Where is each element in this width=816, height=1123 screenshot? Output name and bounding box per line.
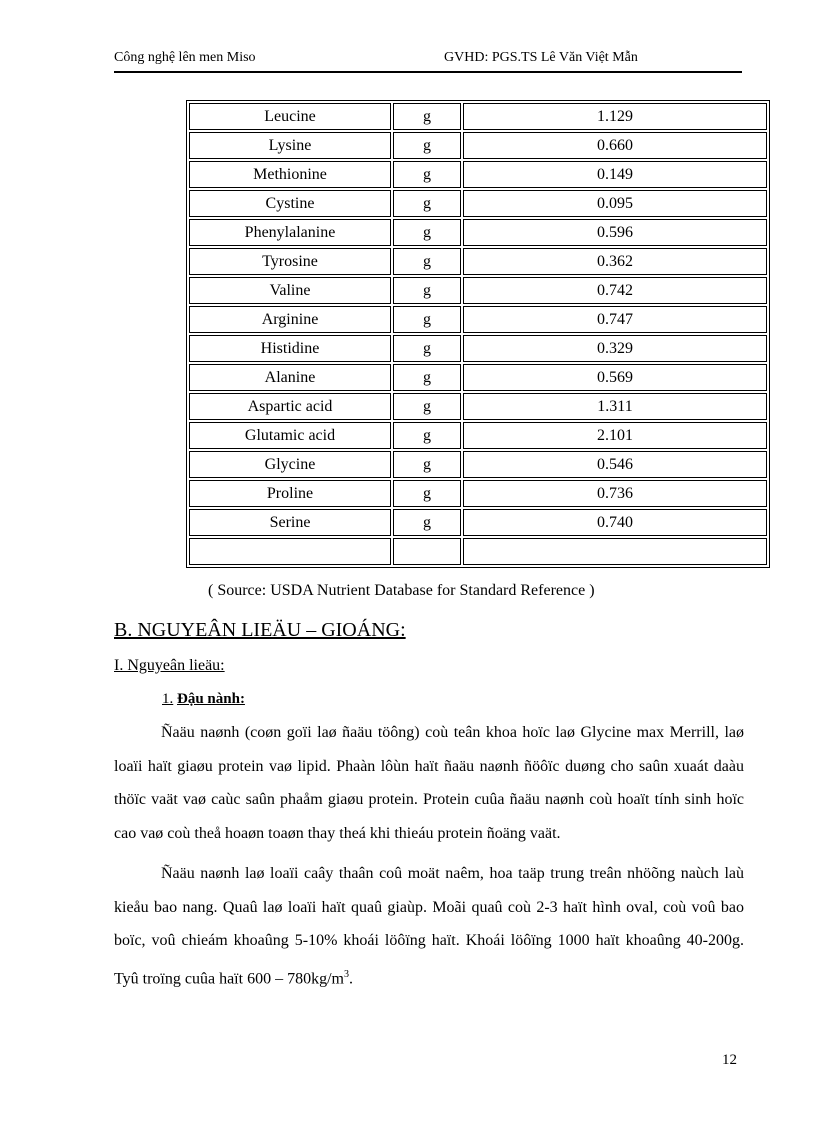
table-row: [189, 422, 767, 449]
table-cell-value: 1.129: [463, 103, 767, 130]
table-row: [189, 161, 767, 188]
table-cell-value: 0.149: [463, 161, 767, 188]
table-row: [189, 538, 767, 565]
paragraph-soybean-plant: [114, 857, 744, 995]
table-cell-unit: g: [393, 480, 461, 507]
table-cell-amino-acid: Leucine: [189, 103, 391, 130]
subsection-number: 1.: [162, 691, 174, 707]
table-cell-value: 0.546: [463, 451, 767, 478]
table-cell-amino-acid: Phenylalanine: [189, 219, 391, 246]
table-cell-amino-acid: Proline: [189, 480, 391, 507]
table-cell-value: 0.596: [463, 219, 767, 246]
table-cell-unit: g: [393, 422, 461, 449]
table-cell-value: 0.362: [463, 248, 767, 275]
subsection-title: Đậu nành:: [177, 691, 245, 707]
table-cell-amino-acid: Tyrosine: [189, 248, 391, 275]
table-row: [189, 509, 767, 536]
table-source-caption: ( Source: USDA Nutrient Database for Standard Reference ): [208, 582, 595, 599]
table-cell-unit: g: [393, 306, 461, 333]
table-cell-unit: g: [393, 277, 461, 304]
table-cell-amino-acid: Lysine: [189, 132, 391, 159]
amino-acid-table: [186, 100, 770, 568]
section-heading-i: I. Nguyeân lieäu:: [114, 657, 225, 674]
table-cell-amino-acid: Aspartic acid: [189, 393, 391, 420]
table-cell-value: 0.747: [463, 306, 767, 333]
table-cell-amino-acid: Glutamic acid: [189, 422, 391, 449]
table-cell-amino-acid: Serine: [189, 509, 391, 536]
table-cell-unit: g: [393, 103, 461, 130]
header-advisor: GVHD: PGS.TS Lê Văn Việt Mẫn: [444, 50, 638, 65]
page-number: 12: [722, 1052, 737, 1068]
table-cell-unit: g: [393, 509, 461, 536]
table-row: [189, 393, 767, 420]
table-cell-unit: g: [393, 393, 461, 420]
table-cell-amino-acid: Alanine: [189, 364, 391, 391]
table-cell-amino-acid: Glycine: [189, 451, 391, 478]
table-cell-value: 0.742: [463, 277, 767, 304]
header-divider: [114, 71, 742, 73]
table-cell-value: 0.329: [463, 335, 767, 362]
table-row: [189, 132, 767, 159]
table-cell-value: 0.740: [463, 509, 767, 536]
table-row: [189, 103, 767, 130]
header-course-title: Công nghệ lên men Miso: [114, 50, 256, 65]
table-cell-amino-acid: [189, 538, 391, 565]
table-cell-value: 0.095: [463, 190, 767, 217]
table-cell-unit: [393, 538, 461, 565]
table-cell-amino-acid: Methionine: [189, 161, 391, 188]
table-row: [189, 335, 767, 362]
table-cell-value: [463, 538, 767, 565]
table-row: [189, 451, 767, 478]
amino-acid-table-body: [189, 103, 767, 565]
table-row: [189, 364, 767, 391]
table-row: [189, 306, 767, 333]
table-cell-unit: g: [393, 132, 461, 159]
paragraph-soybean-plant-text: Ñaäu naønh laø loaïi caây thaân coû moät naêm, hoa taäp trung treân nhöõng naùch laù kieåu bao nang. Quaû laø loaïi haït quaû giaùp. Moãi quaû coù 2-3 haït hình oval, coù voû bao boïc, voû chieám khoaûng 5-10% khoái löôïng haït. Khoái löôïng 1000 haït khoaûng 40-200g. Tyû troïng cuûa haït 600 – 780kg/m: [114, 865, 744, 987]
table-cell-amino-acid: Cystine: [189, 190, 391, 217]
table-cell-unit: g: [393, 190, 461, 217]
table-cell-unit: g: [393, 335, 461, 362]
paragraph-end-period: .: [348, 969, 353, 987]
section-heading-b: B. NGUYEÂN LIEÄU – GIOÁNG:: [114, 619, 406, 641]
table-cell-value: 0.736: [463, 480, 767, 507]
table-cell-amino-acid: Arginine: [189, 306, 391, 333]
table-cell-amino-acid: Valine: [189, 277, 391, 304]
table-cell-value: 2.101: [463, 422, 767, 449]
table-cell-unit: g: [393, 364, 461, 391]
superscript-cubed: 3: [343, 968, 349, 980]
table-row: [189, 248, 767, 275]
table-cell-value: 0.660: [463, 132, 767, 159]
table-row: [189, 480, 767, 507]
page-header: [114, 50, 742, 70]
table-row: [189, 277, 767, 304]
table-cell-value: 1.311: [463, 393, 767, 420]
table-cell-amino-acid: Histidine: [189, 335, 391, 362]
table-cell-unit: g: [393, 248, 461, 275]
table-cell-value: 0.569: [463, 364, 767, 391]
paragraph-soybean-intro: Ñaäu naønh (coøn goïi laø ñaäu töông) coù teân khoa hoïc laø Glycine max Merrill, laø loaïi haït giaøu protein vaø lipid. Phaàn lôùn haït ñaäu naønh ñöôïc duøng cho saûn xuaát daàu thöïc vaät vaø caùc saûn phaåm giaøu protein. Protein cuûa ñaäu naønh coù hoaït tính sinh hoïc cao vaø coù theå hoaøn toaøn thay theá khi thieáu protein ñoäng vaät.: [114, 724, 744, 842]
table-row: [189, 190, 767, 217]
subsection-heading-1: [162, 691, 245, 708]
table-cell-unit: g: [393, 219, 461, 246]
table-row: [189, 219, 767, 246]
table-cell-unit: g: [393, 161, 461, 188]
table-cell-unit: g: [393, 451, 461, 478]
